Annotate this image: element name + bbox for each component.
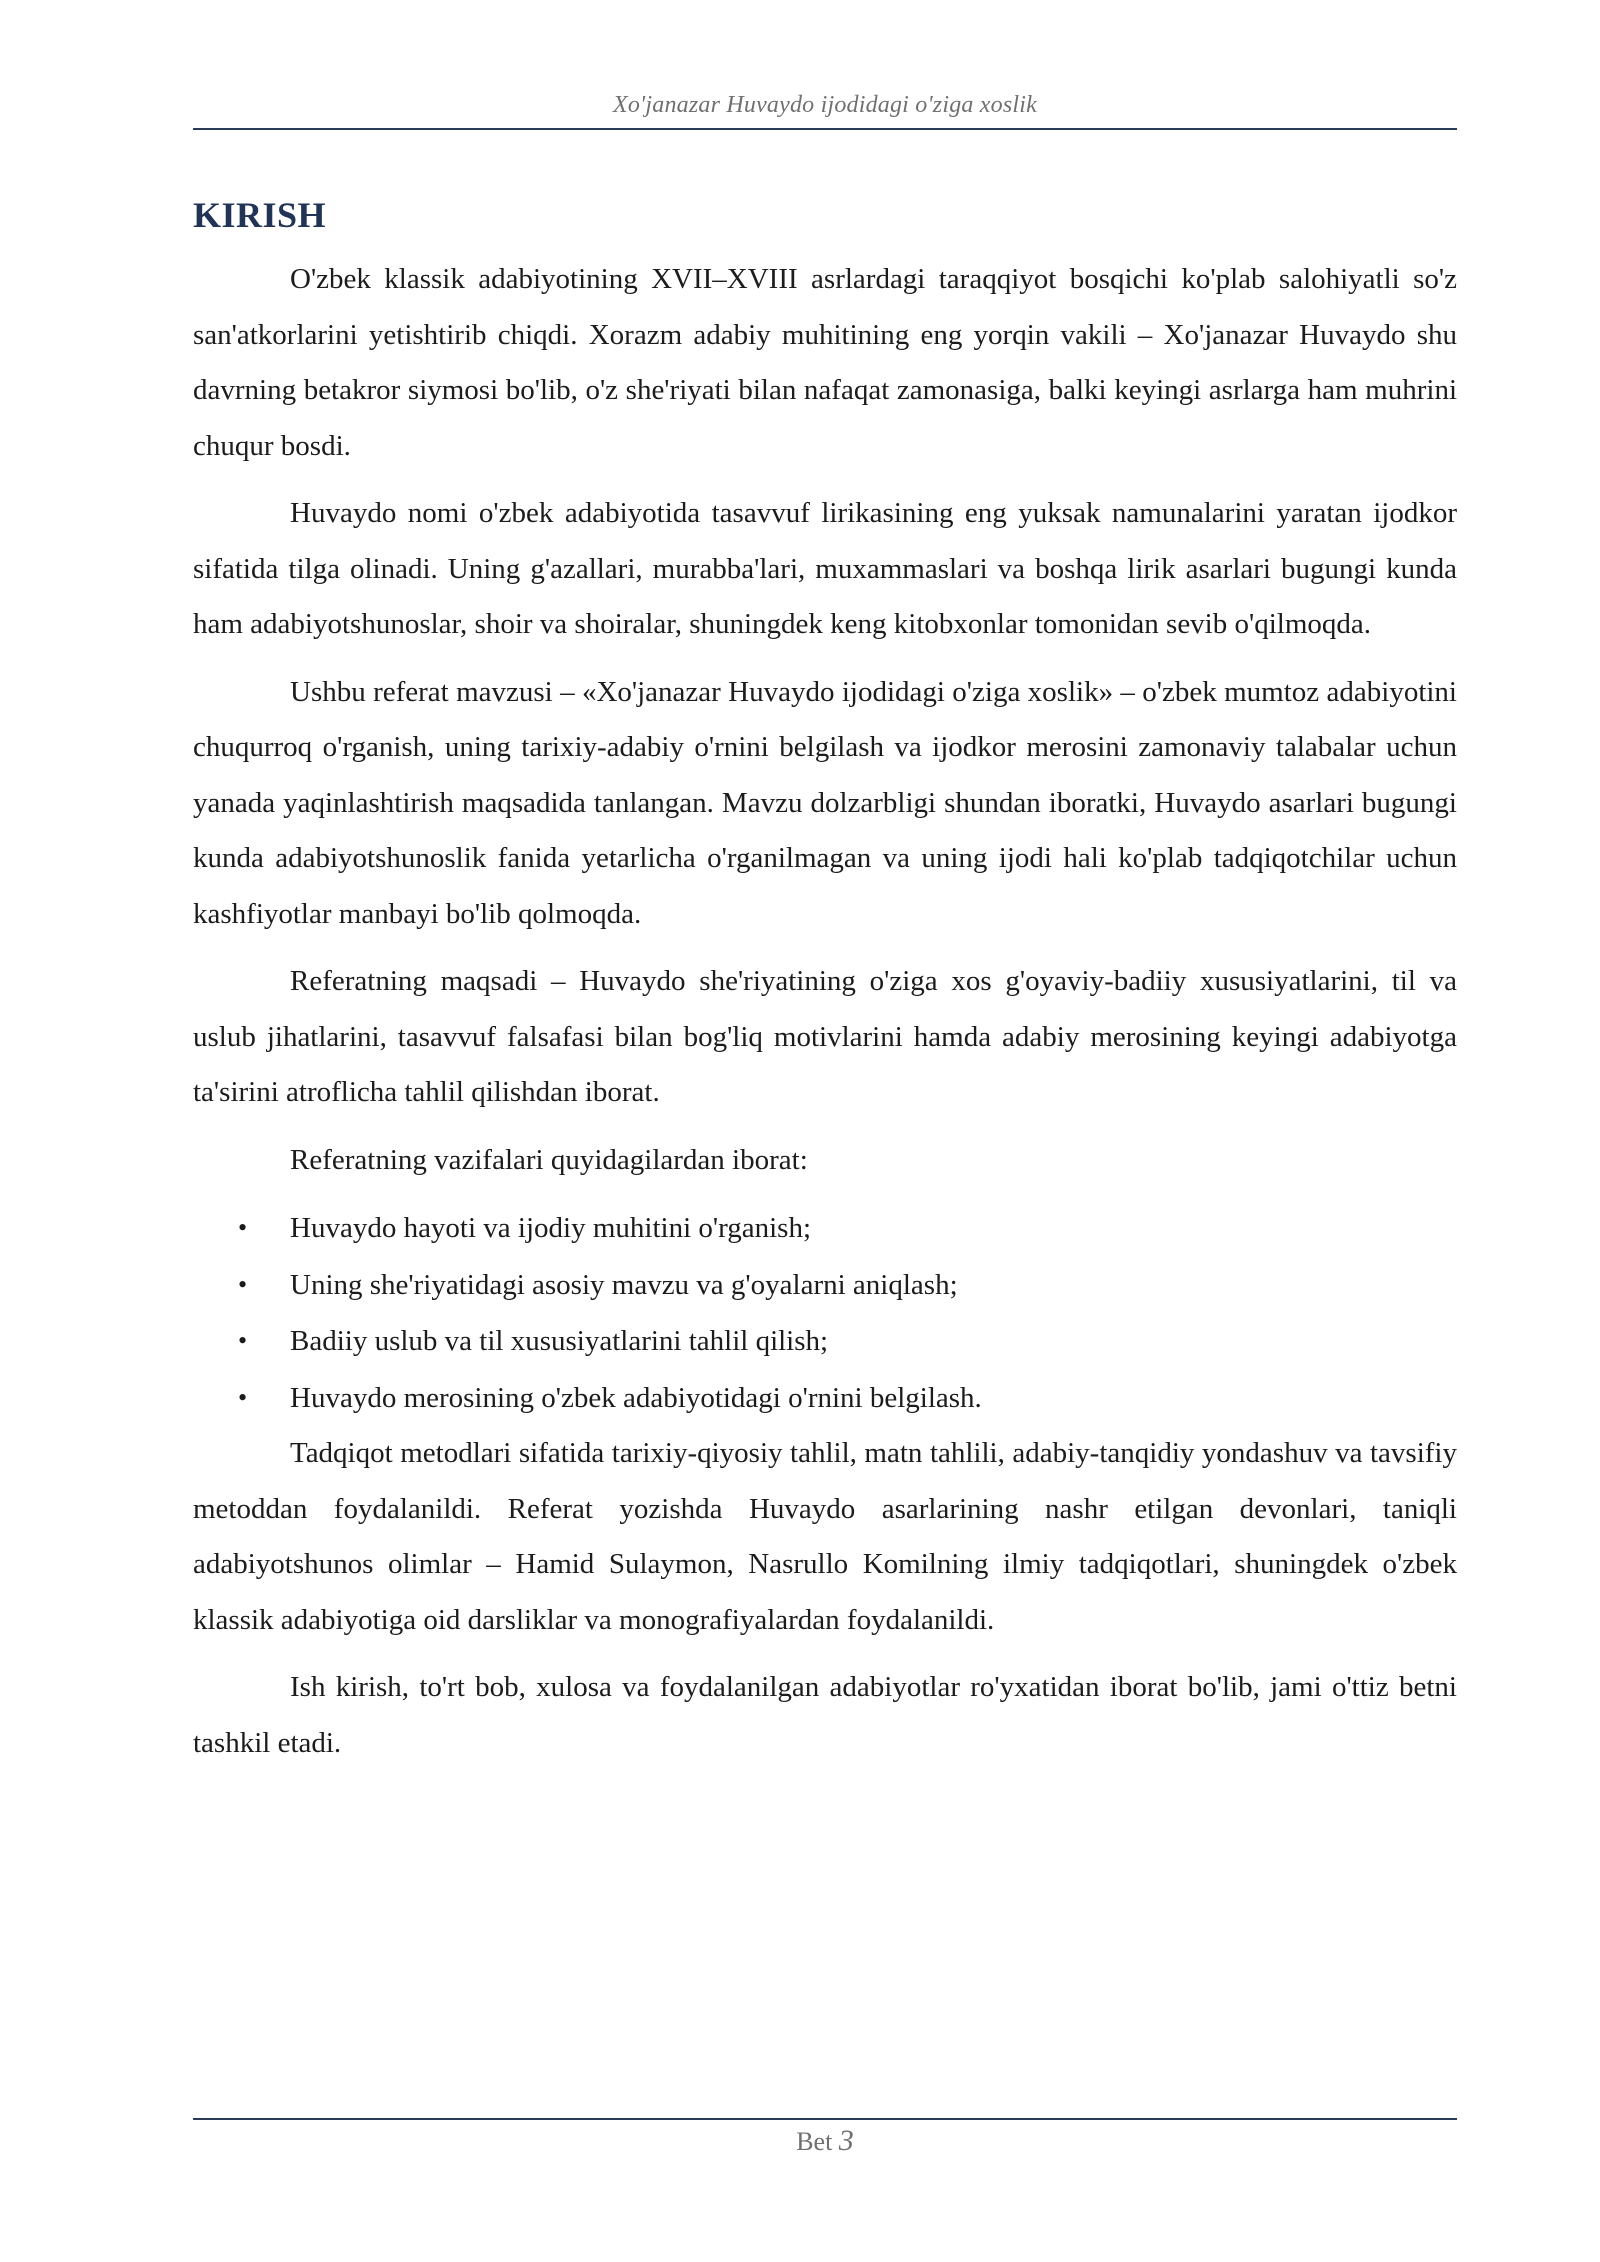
list-item-text: Huvaydo merosining o'zbek adabiyotidagi o'rnini belgilash. xyxy=(290,1381,982,1414)
bullet-icon: • xyxy=(238,1269,248,1299)
page-content xyxy=(193,192,1457,1783)
running-header: Xo'janazar Huvaydo ijodidagi o'ziga xoslik xyxy=(613,92,1037,118)
task-list xyxy=(193,1200,1457,1426)
page-footer xyxy=(193,2124,1457,2158)
paragraph: Referatning maqsadi – Huvaydo she'riyatining o'ziga xos g'oyaviy-badiiy xususiyatlarini, til va uslub jihatlarini, tasavvuf falsafasi bilan bog'liq motivlarini hamda adabiy merosining keyingi adabiyotga ta'sirini atroflicha tahlil qilishdan iborat. xyxy=(193,965,1457,1108)
bullet-icon: • xyxy=(238,1382,248,1412)
paragraph: Ushbu referat mavzusi – «Xo'janazar Huvaydo ijodidagi o'ziga xoslik» – o'zbek mumtoz adabiyotini chuqurroq o'rganish, uning tarixiy-adabiy o'rnini belgilash va ijodkor merosini zamonaviy talabalar uchun yanada yaqinlashtirish maqsadida tanlangan. Mavzu dolzarbligi shundan iboratki, Huvaydo asarlari bugungi kunda adabiyotshunoslik fanida yetarlicha o'rganilmagan va uning ijodi hali ko'plab tadqiqotchilar uchun kashfiyotlar manbayi bo'lib qolmoqda. xyxy=(193,675,1457,930)
section-title: KIRISH xyxy=(193,195,327,235)
list-item xyxy=(193,1313,1457,1370)
bullet-icon: • xyxy=(238,1326,248,1355)
list-item xyxy=(193,1370,1457,1427)
header-divider xyxy=(193,128,1457,130)
paragraph: Ish kirish, to'rt bob, xulosa va foydalanilgan adabiyotlar ro'yxatidan iborat bo'lib, jami o'ttiz betni tashkil etadi. xyxy=(193,1671,1457,1759)
paragraph: Tadqiqot metodlari sifatida tarixiy-qiyosiy tahlil, matn tahlili, adabiy-tanqidiy yondashuv va tavsifiy metoddan foydalanildi. Referat yozishda Huvaydo asarlarining nashr etilgan devonlari, taniqli adabiyotshunos olimlar – Hamid Sulaymon, Nasrullo Komilning ilmiy tadqiqotlari, shuningdek o'zbek klassik adabiyotiga oid darsliklar va monografiyalardan foydalanildi. xyxy=(193,1437,1457,1636)
list-item-text: Badiiy uslub va til xususiyatlarini tahlil qilish; xyxy=(290,1325,829,1357)
page-number: 3 xyxy=(838,2124,854,2157)
list-item xyxy=(193,1257,1457,1314)
tasks-intro: Referatning vazifalari quyidagilardan iborat: xyxy=(290,1143,808,1176)
paragraph: Huvaydo nomi o'zbek adabiyotida tasavvuf lirikasining eng yuksak namunalarini yaratan ijodkor sifatida tilga olinadi. Uning g'azallari, murabba'lari, muxammaslari va boshqa lirik asarlari bugungi kunda ham adabiyotshunoslar, shoir va shoiralar, shuningdek keng kitobxonlar tomonidan sevib o'qilmoqda. xyxy=(193,497,1457,640)
paragraph: O'zbek klassik adabiyotining XVII–XVIII asrlardagi taraqqiyot bosqichi ko'plab salohiyatli so'z san'atkorlarini yetishtirib chiqdi. Xorazm adabiy muhitining eng yorqin vakili – Xo'janazar Huvaydo shu davrning betakror siymosi bo'lib, o'z she'riyati bilan nafaqat zamonasiga, balki keyingi asrlarga ham muhrini chuqur bosdi. xyxy=(193,263,1457,462)
list-item-text: Huvaydo hayoti va ijodiy muhitini o'rganish; xyxy=(290,1212,812,1244)
bullet-icon: • xyxy=(238,1213,248,1242)
footer-divider xyxy=(193,2118,1457,2120)
list-item-text: Uning she'riyatidagi asosiy mavzu va g'oyalarni aniqlash; xyxy=(290,1268,958,1301)
footer-label: Bet xyxy=(796,2127,833,2156)
list-item xyxy=(193,1200,1457,1257)
